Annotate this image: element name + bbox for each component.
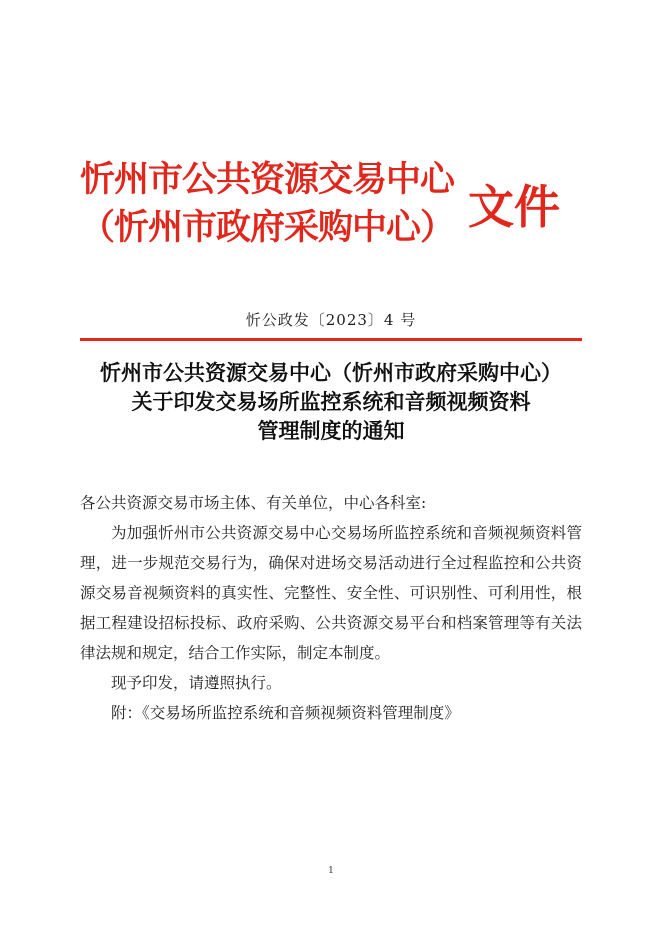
header-suffix: 文件 xyxy=(468,180,560,234)
header-line-1: 忻州市公共资源交易中心 xyxy=(80,159,455,200)
document-title xyxy=(0,358,662,445)
page-number: 1 xyxy=(328,866,334,876)
title-line-1: 忻州市公共资源交易中心（忻州市政府采购中心） xyxy=(100,360,562,385)
header-line-2: （忻州市政府采购中心） xyxy=(80,207,455,248)
issuing-authority-header xyxy=(80,160,580,260)
title-line-3: 管理制度的通知 xyxy=(257,418,405,443)
salutation: 各公共资源交易市场主体、有关单位，中心各科室: xyxy=(80,494,427,512)
body-paragraph-2: 现予印发，请遵照执行。 xyxy=(111,674,282,692)
title-line-2: 关于印发交易场所监控系统和音频视频资料 xyxy=(131,389,531,414)
red-divider-line xyxy=(80,338,582,341)
body-paragraph-1: 为加强忻州市公共资源交易中心交易场所监控系统和音频视频资料管理，进一步规范交易行为，确保对进场交易活动进行全过程监控和公共资源交易音视频资料的真实性、完整性、安全性、可识别性、可利用性，根据工程建设招标投标、政府采购、公共资源交易平台和档案管理等有关法律法规和规定，结合工作实际，制定本制度。 xyxy=(80,524,582,662)
document-body xyxy=(80,488,582,728)
attachment-line: 附：《交易场所监控系统和音频视频资料管理制度》 xyxy=(111,704,460,722)
document-number: 忻公政发〔2023〕4 号 xyxy=(245,311,417,329)
